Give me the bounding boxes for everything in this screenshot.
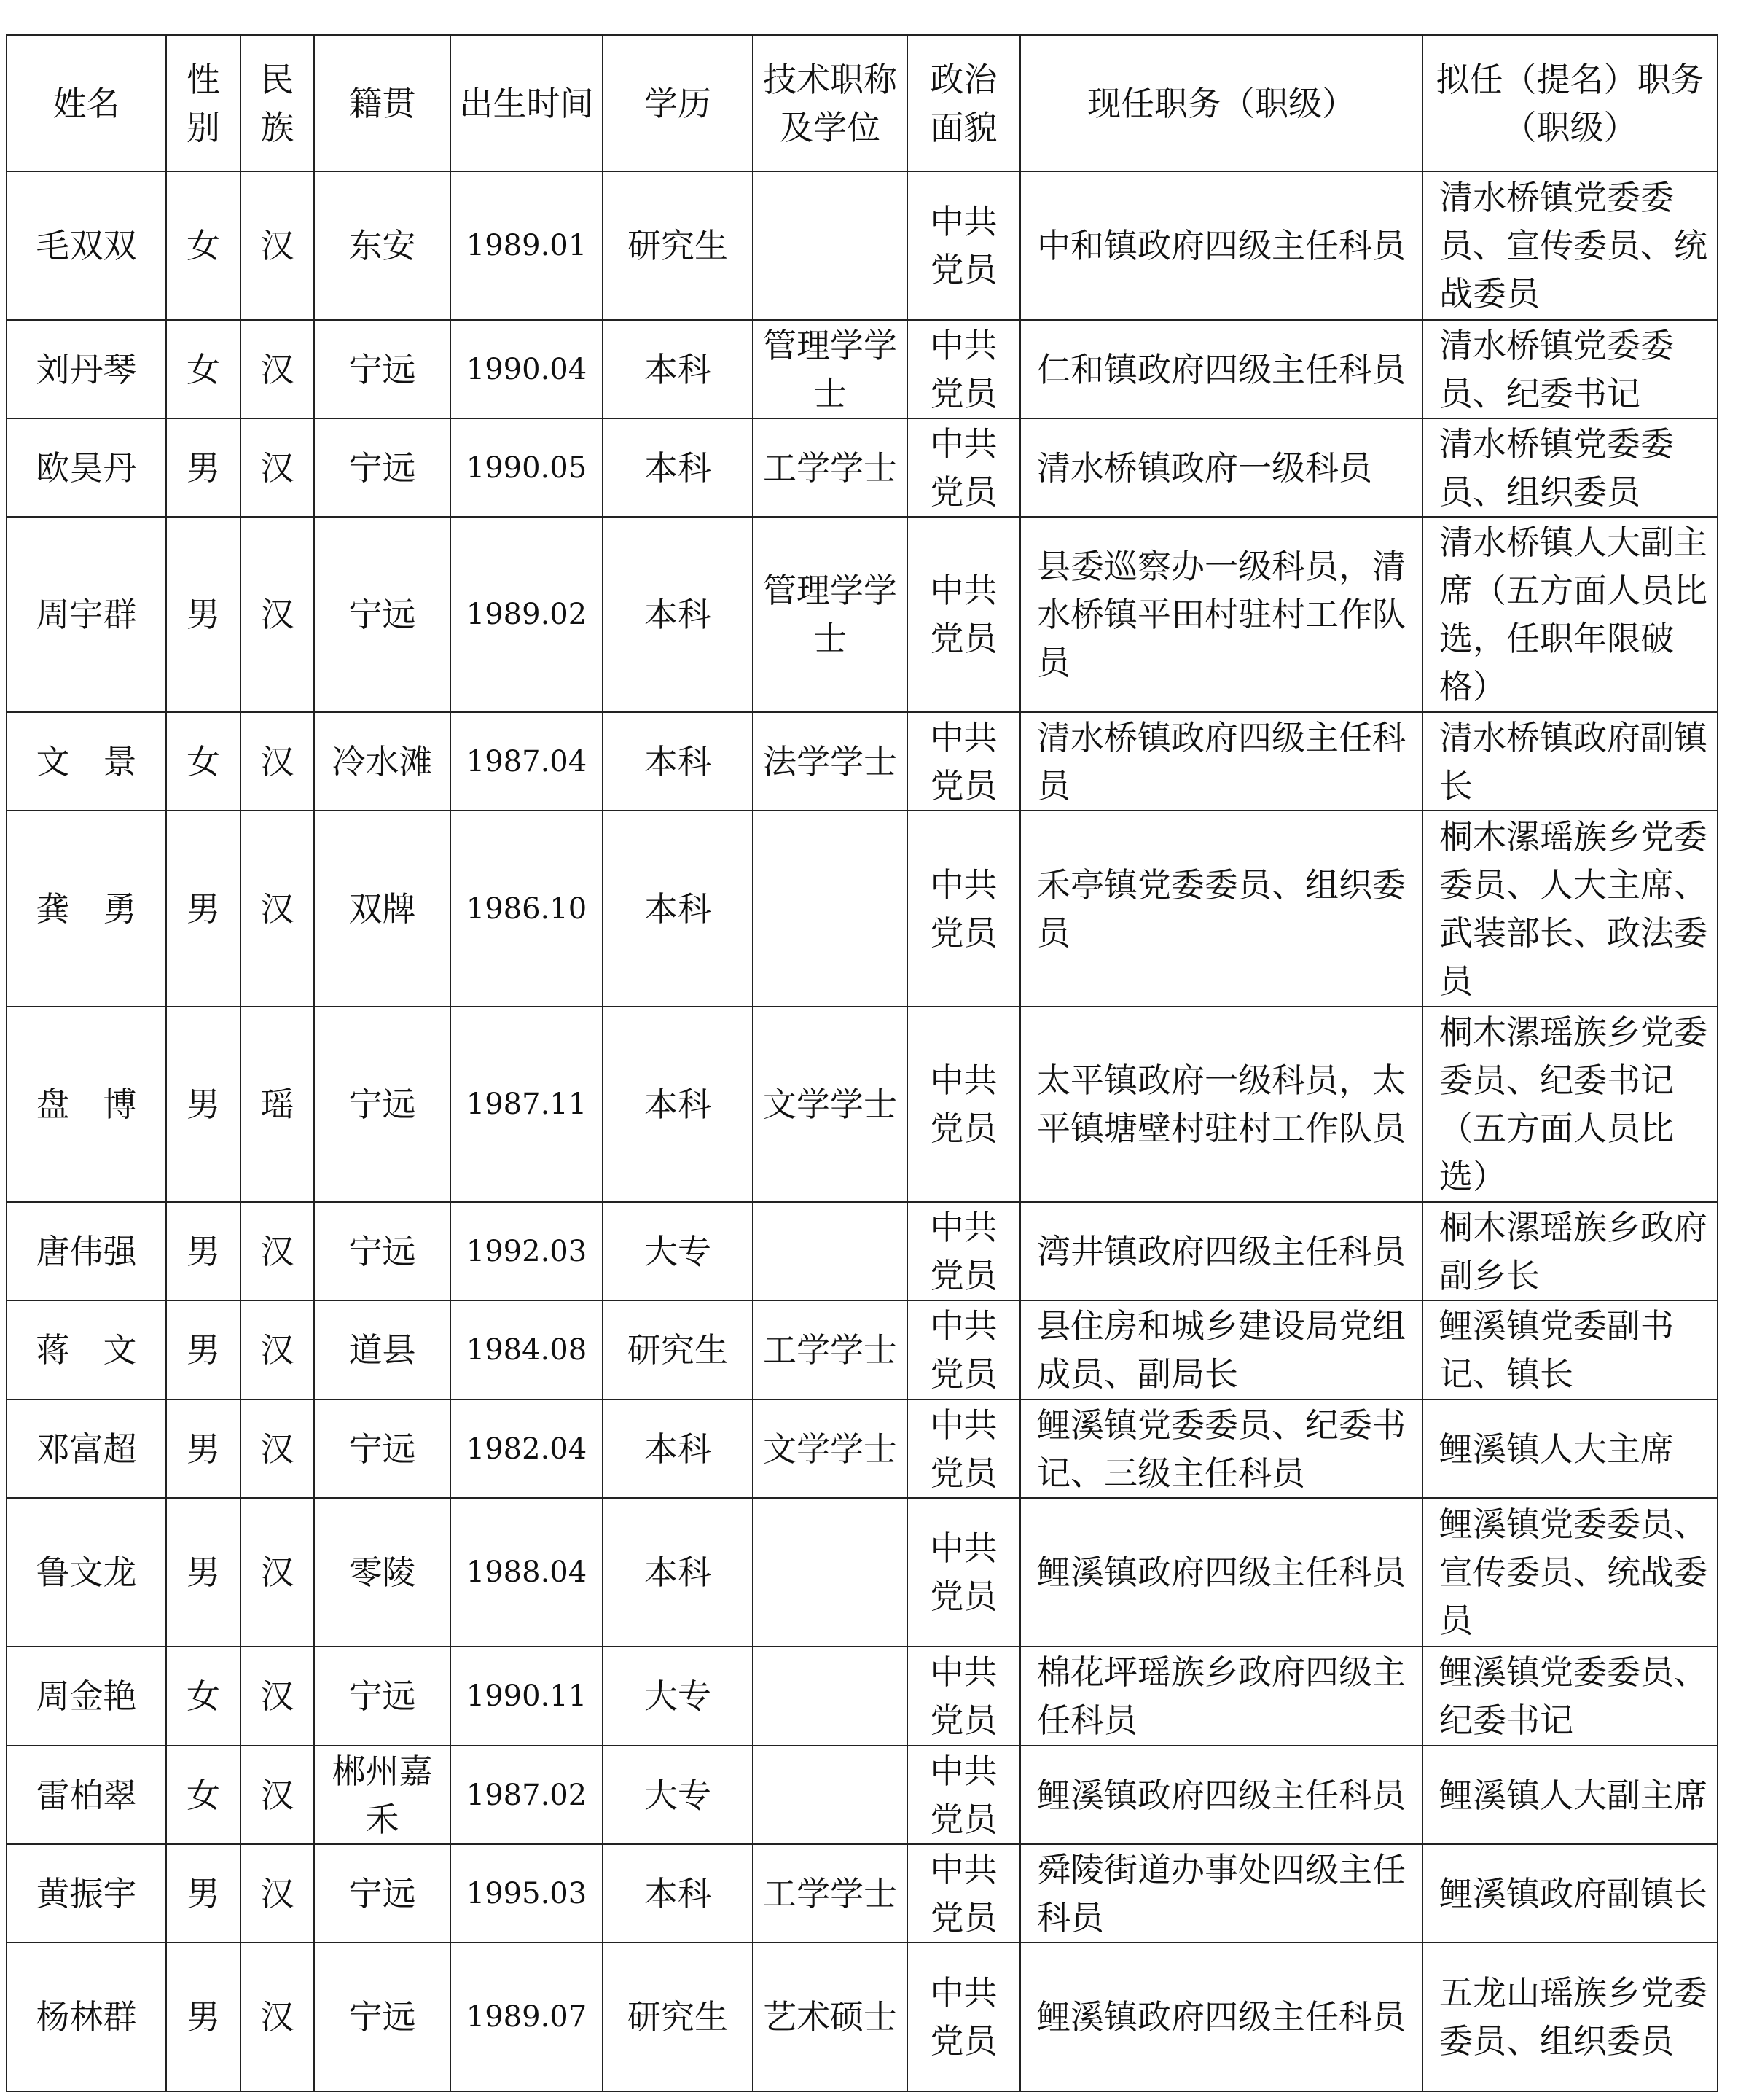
cell-gender: 女 (166, 320, 240, 418)
cell-proposed-post: 清水桥镇人大副主席（五方面人员比选，任职年限破格） (1422, 517, 1718, 712)
cell-origin: 郴州嘉禾 (314, 1746, 450, 1844)
cell-party: 中共党员 (907, 712, 1020, 811)
cell-education: 本科 (603, 1400, 753, 1498)
cell-birth: 1990.05 (450, 418, 603, 517)
cell-current-post: 舜陵街道办事处四级主任科员 (1020, 1844, 1422, 1943)
cell-current-post: 湾井镇政府四级主任科员 (1020, 1202, 1422, 1300)
cell-education: 本科 (603, 320, 753, 418)
cell-proposed-post: 桐木漯瑶族乡党委委员、人大主席、武装部长、政法委员 (1422, 811, 1718, 1007)
cell-party: 中共党员 (907, 1498, 1020, 1647)
cell-current-post: 鲤溪镇党委委员、纪委书记、三级主任科员 (1020, 1400, 1422, 1498)
table-body (7, 171, 1718, 2091)
cell-birth: 1987.02 (450, 1746, 603, 1844)
cell-party: 中共党员 (907, 1202, 1020, 1300)
cell-ethnicity: 汉 (240, 418, 314, 517)
cell-party: 中共党员 (907, 1844, 1020, 1943)
cell-name: 杨林群 (7, 1943, 166, 2091)
header-degree: 技术职称及学位 (753, 35, 907, 171)
table-row (7, 1746, 1718, 1844)
cell-gender: 男 (166, 1202, 240, 1300)
cell-party: 中共党员 (907, 320, 1020, 418)
table-row (7, 517, 1718, 712)
table-row (7, 1400, 1718, 1498)
cell-proposed-post: 桐木漯瑶族乡政府副乡长 (1422, 1202, 1718, 1300)
cell-degree: 文学学士 (753, 1007, 907, 1202)
cell-birth: 1989.07 (450, 1943, 603, 2091)
cell-education: 本科 (603, 712, 753, 811)
cell-origin: 宁远 (314, 1400, 450, 1498)
cell-ethnicity: 汉 (240, 171, 314, 320)
cell-party: 中共党员 (907, 1400, 1020, 1498)
cell-degree (753, 1647, 907, 1746)
cell-name: 蒋 文 (7, 1300, 166, 1400)
cell-gender: 女 (166, 171, 240, 320)
cell-name: 周金艳 (7, 1647, 166, 1746)
cell-birth: 1989.02 (450, 517, 603, 712)
cell-current-post: 清水桥镇政府一级科员 (1020, 418, 1422, 517)
cell-proposed-post: 鲤溪镇政府副镇长 (1422, 1844, 1718, 1943)
cell-gender: 女 (166, 712, 240, 811)
table-row (7, 1943, 1718, 2091)
cell-proposed-post: 鲤溪镇人大副主席 (1422, 1746, 1718, 1844)
cell-ethnicity: 汉 (240, 1498, 314, 1647)
cell-proposed-post: 鲤溪镇党委副书记、镇长 (1422, 1300, 1718, 1400)
cell-birth: 1987.11 (450, 1007, 603, 1202)
cell-gender: 男 (166, 1498, 240, 1647)
cell-ethnicity: 汉 (240, 517, 314, 712)
cell-birth: 1992.03 (450, 1202, 603, 1300)
cell-birth: 1986.10 (450, 811, 603, 1007)
cell-gender: 男 (166, 1400, 240, 1498)
cell-ethnicity: 汉 (240, 320, 314, 418)
cell-ethnicity: 汉 (240, 1202, 314, 1300)
cell-proposed-post: 清水桥镇党委委员、纪委书记 (1422, 320, 1718, 418)
cell-ethnicity: 汉 (240, 1746, 314, 1844)
cell-education: 本科 (603, 1844, 753, 1943)
cell-current-post: 鲤溪镇政府四级主任科员 (1020, 1746, 1422, 1844)
cell-party: 中共党员 (907, 811, 1020, 1007)
cell-current-post: 鲤溪镇政府四级主任科员 (1020, 1498, 1422, 1647)
header-gender: 性别 (166, 35, 240, 171)
table-row (7, 1498, 1718, 1647)
cell-degree: 管理学学士 (753, 517, 907, 712)
cell-birth: 1988.04 (450, 1498, 603, 1647)
header-current-post: 现任职务（职级） (1020, 35, 1422, 171)
header-proposed-post: 拟任（提名）职务（职级） (1422, 35, 1718, 171)
cell-degree: 工学学士 (753, 1844, 907, 1943)
cell-origin: 宁远 (314, 320, 450, 418)
cell-gender: 男 (166, 1943, 240, 2091)
cell-origin: 双牌 (314, 811, 450, 1007)
cell-origin: 宁远 (314, 1647, 450, 1746)
cell-degree: 工学学士 (753, 418, 907, 517)
cell-gender: 女 (166, 1746, 240, 1844)
cell-origin: 宁远 (314, 517, 450, 712)
table-row (7, 1202, 1718, 1300)
table-row (7, 1007, 1718, 1202)
cell-gender: 男 (166, 418, 240, 517)
cell-education: 大专 (603, 1746, 753, 1844)
cell-party: 中共党员 (907, 1007, 1020, 1202)
header-birth: 出生时间 (450, 35, 603, 171)
cell-origin: 宁远 (314, 1943, 450, 2091)
cell-proposed-post: 鲤溪镇党委委员、宣传委员、统战委员 (1422, 1498, 1718, 1647)
cell-origin: 冷水滩 (314, 712, 450, 811)
header-ethnicity: 民族 (240, 35, 314, 171)
cell-current-post: 禾亭镇党委委员、组织委员 (1020, 811, 1422, 1007)
cell-origin: 宁远 (314, 1202, 450, 1300)
cell-name: 唐伟强 (7, 1202, 166, 1300)
cell-ethnicity: 汉 (240, 1844, 314, 1943)
cell-name: 周宇群 (7, 517, 166, 712)
cell-gender: 男 (166, 1300, 240, 1400)
cell-ethnicity: 汉 (240, 1400, 314, 1498)
cell-name: 欧昊丹 (7, 418, 166, 517)
cell-proposed-post: 五龙山瑶族乡党委委员、组织委员 (1422, 1943, 1718, 2091)
cell-education: 研究生 (603, 1300, 753, 1400)
cell-origin: 宁远 (314, 1007, 450, 1202)
cell-proposed-post: 鲤溪镇人大主席 (1422, 1400, 1718, 1498)
cell-party: 中共党员 (907, 1647, 1020, 1746)
cell-education: 本科 (603, 418, 753, 517)
cell-ethnicity: 汉 (240, 811, 314, 1007)
cell-party: 中共党员 (907, 517, 1020, 712)
cell-origin: 宁远 (314, 418, 450, 517)
cell-name: 邓富超 (7, 1400, 166, 1498)
cell-proposed-post: 清水桥镇党委委员、宣传委员、统战委员 (1422, 171, 1718, 320)
cell-degree: 文学学士 (753, 1400, 907, 1498)
cell-ethnicity: 汉 (240, 1300, 314, 1400)
cell-ethnicity: 汉 (240, 712, 314, 811)
cell-current-post: 太平镇政府一级科员，太平镇塘壁村驻村工作队员 (1020, 1007, 1422, 1202)
table-row (7, 811, 1718, 1007)
cell-ethnicity: 汉 (240, 1647, 314, 1746)
cell-birth: 1984.08 (450, 1300, 603, 1400)
table-row (7, 320, 1718, 418)
candidate-table (6, 34, 1718, 2092)
cell-name: 文 景 (7, 712, 166, 811)
cell-degree: 管理学学士 (753, 320, 907, 418)
cell-birth: 1982.04 (450, 1400, 603, 1498)
cell-ethnicity: 瑶 (240, 1007, 314, 1202)
header-origin: 籍贯 (314, 35, 450, 171)
cell-current-post: 县住房和城乡建设局党组成员、副局长 (1020, 1300, 1422, 1400)
cell-origin: 东安 (314, 171, 450, 320)
cell-proposed-post: 鲤溪镇党委委员、纪委书记 (1422, 1647, 1718, 1746)
cell-name: 鲁文龙 (7, 1498, 166, 1647)
cell-degree: 工学学士 (753, 1300, 907, 1400)
cell-degree (753, 171, 907, 320)
table-row (7, 1300, 1718, 1400)
header-party: 政治面貌 (907, 35, 1020, 171)
cell-education: 大专 (603, 1202, 753, 1300)
cell-ethnicity: 汉 (240, 1943, 314, 2091)
cell-party: 中共党员 (907, 418, 1020, 517)
cell-proposed-post: 桐木漯瑶族乡党委委员、纪委书记（五方面人员比选） (1422, 1007, 1718, 1202)
cell-current-post: 县委巡察办一级科员，清水桥镇平田村驻村工作队员 (1020, 517, 1422, 712)
cell-gender: 男 (166, 811, 240, 1007)
cell-gender: 男 (166, 517, 240, 712)
cell-current-post: 棉花坪瑶族乡政府四级主任科员 (1020, 1647, 1422, 1746)
cell-gender: 男 (166, 1844, 240, 1943)
table-row (7, 171, 1718, 320)
cell-birth: 1990.11 (450, 1647, 603, 1746)
cell-education: 大专 (603, 1647, 753, 1746)
cell-name: 雷柏翠 (7, 1746, 166, 1844)
cell-current-post: 中和镇政府四级主任科员 (1020, 171, 1422, 320)
table-header (7, 35, 1718, 171)
cell-current-post: 清水桥镇政府四级主任科员 (1020, 712, 1422, 811)
cell-name: 盘 博 (7, 1007, 166, 1202)
header-name: 姓名 (7, 35, 166, 171)
table-row (7, 1647, 1718, 1746)
cell-gender: 女 (166, 1647, 240, 1746)
cell-origin: 道县 (314, 1300, 450, 1400)
cell-degree (753, 811, 907, 1007)
cell-gender: 男 (166, 1007, 240, 1202)
header-education: 学历 (603, 35, 753, 171)
cell-name: 刘丹琴 (7, 320, 166, 418)
cell-birth: 1987.04 (450, 712, 603, 811)
table-row (7, 418, 1718, 517)
cell-education: 本科 (603, 811, 753, 1007)
cell-education: 本科 (603, 1498, 753, 1647)
cell-education: 研究生 (603, 171, 753, 320)
cell-degree (753, 1746, 907, 1844)
cell-party: 中共党员 (907, 1746, 1020, 1844)
cell-education: 本科 (603, 517, 753, 712)
cell-degree (753, 1202, 907, 1300)
header-row (7, 35, 1718, 171)
cell-birth: 1989.01 (450, 171, 603, 320)
cell-proposed-post: 清水桥镇政府副镇长 (1422, 712, 1718, 811)
table-row (7, 1844, 1718, 1943)
cell-origin: 零陵 (314, 1498, 450, 1647)
cell-proposed-post: 清水桥镇党委委员、组织委员 (1422, 418, 1718, 517)
cell-education: 本科 (603, 1007, 753, 1202)
cell-birth: 1995.03 (450, 1844, 603, 1943)
table-row (7, 712, 1718, 811)
cell-degree: 艺术硕士 (753, 1943, 907, 2091)
cell-education: 研究生 (603, 1943, 753, 2091)
cell-birth: 1990.04 (450, 320, 603, 418)
cell-name: 毛双双 (7, 171, 166, 320)
cell-party: 中共党员 (907, 1943, 1020, 2091)
cell-current-post: 鲤溪镇政府四级主任科员 (1020, 1943, 1422, 2091)
cell-degree (753, 1498, 907, 1647)
cell-party: 中共党员 (907, 1300, 1020, 1400)
cell-origin: 宁远 (314, 1844, 450, 1943)
cell-name: 黄振宇 (7, 1844, 166, 1943)
cell-current-post: 仁和镇政府四级主任科员 (1020, 320, 1422, 418)
cell-name: 龚 勇 (7, 811, 166, 1007)
cell-degree: 法学学士 (753, 712, 907, 811)
cell-party: 中共党员 (907, 171, 1020, 320)
